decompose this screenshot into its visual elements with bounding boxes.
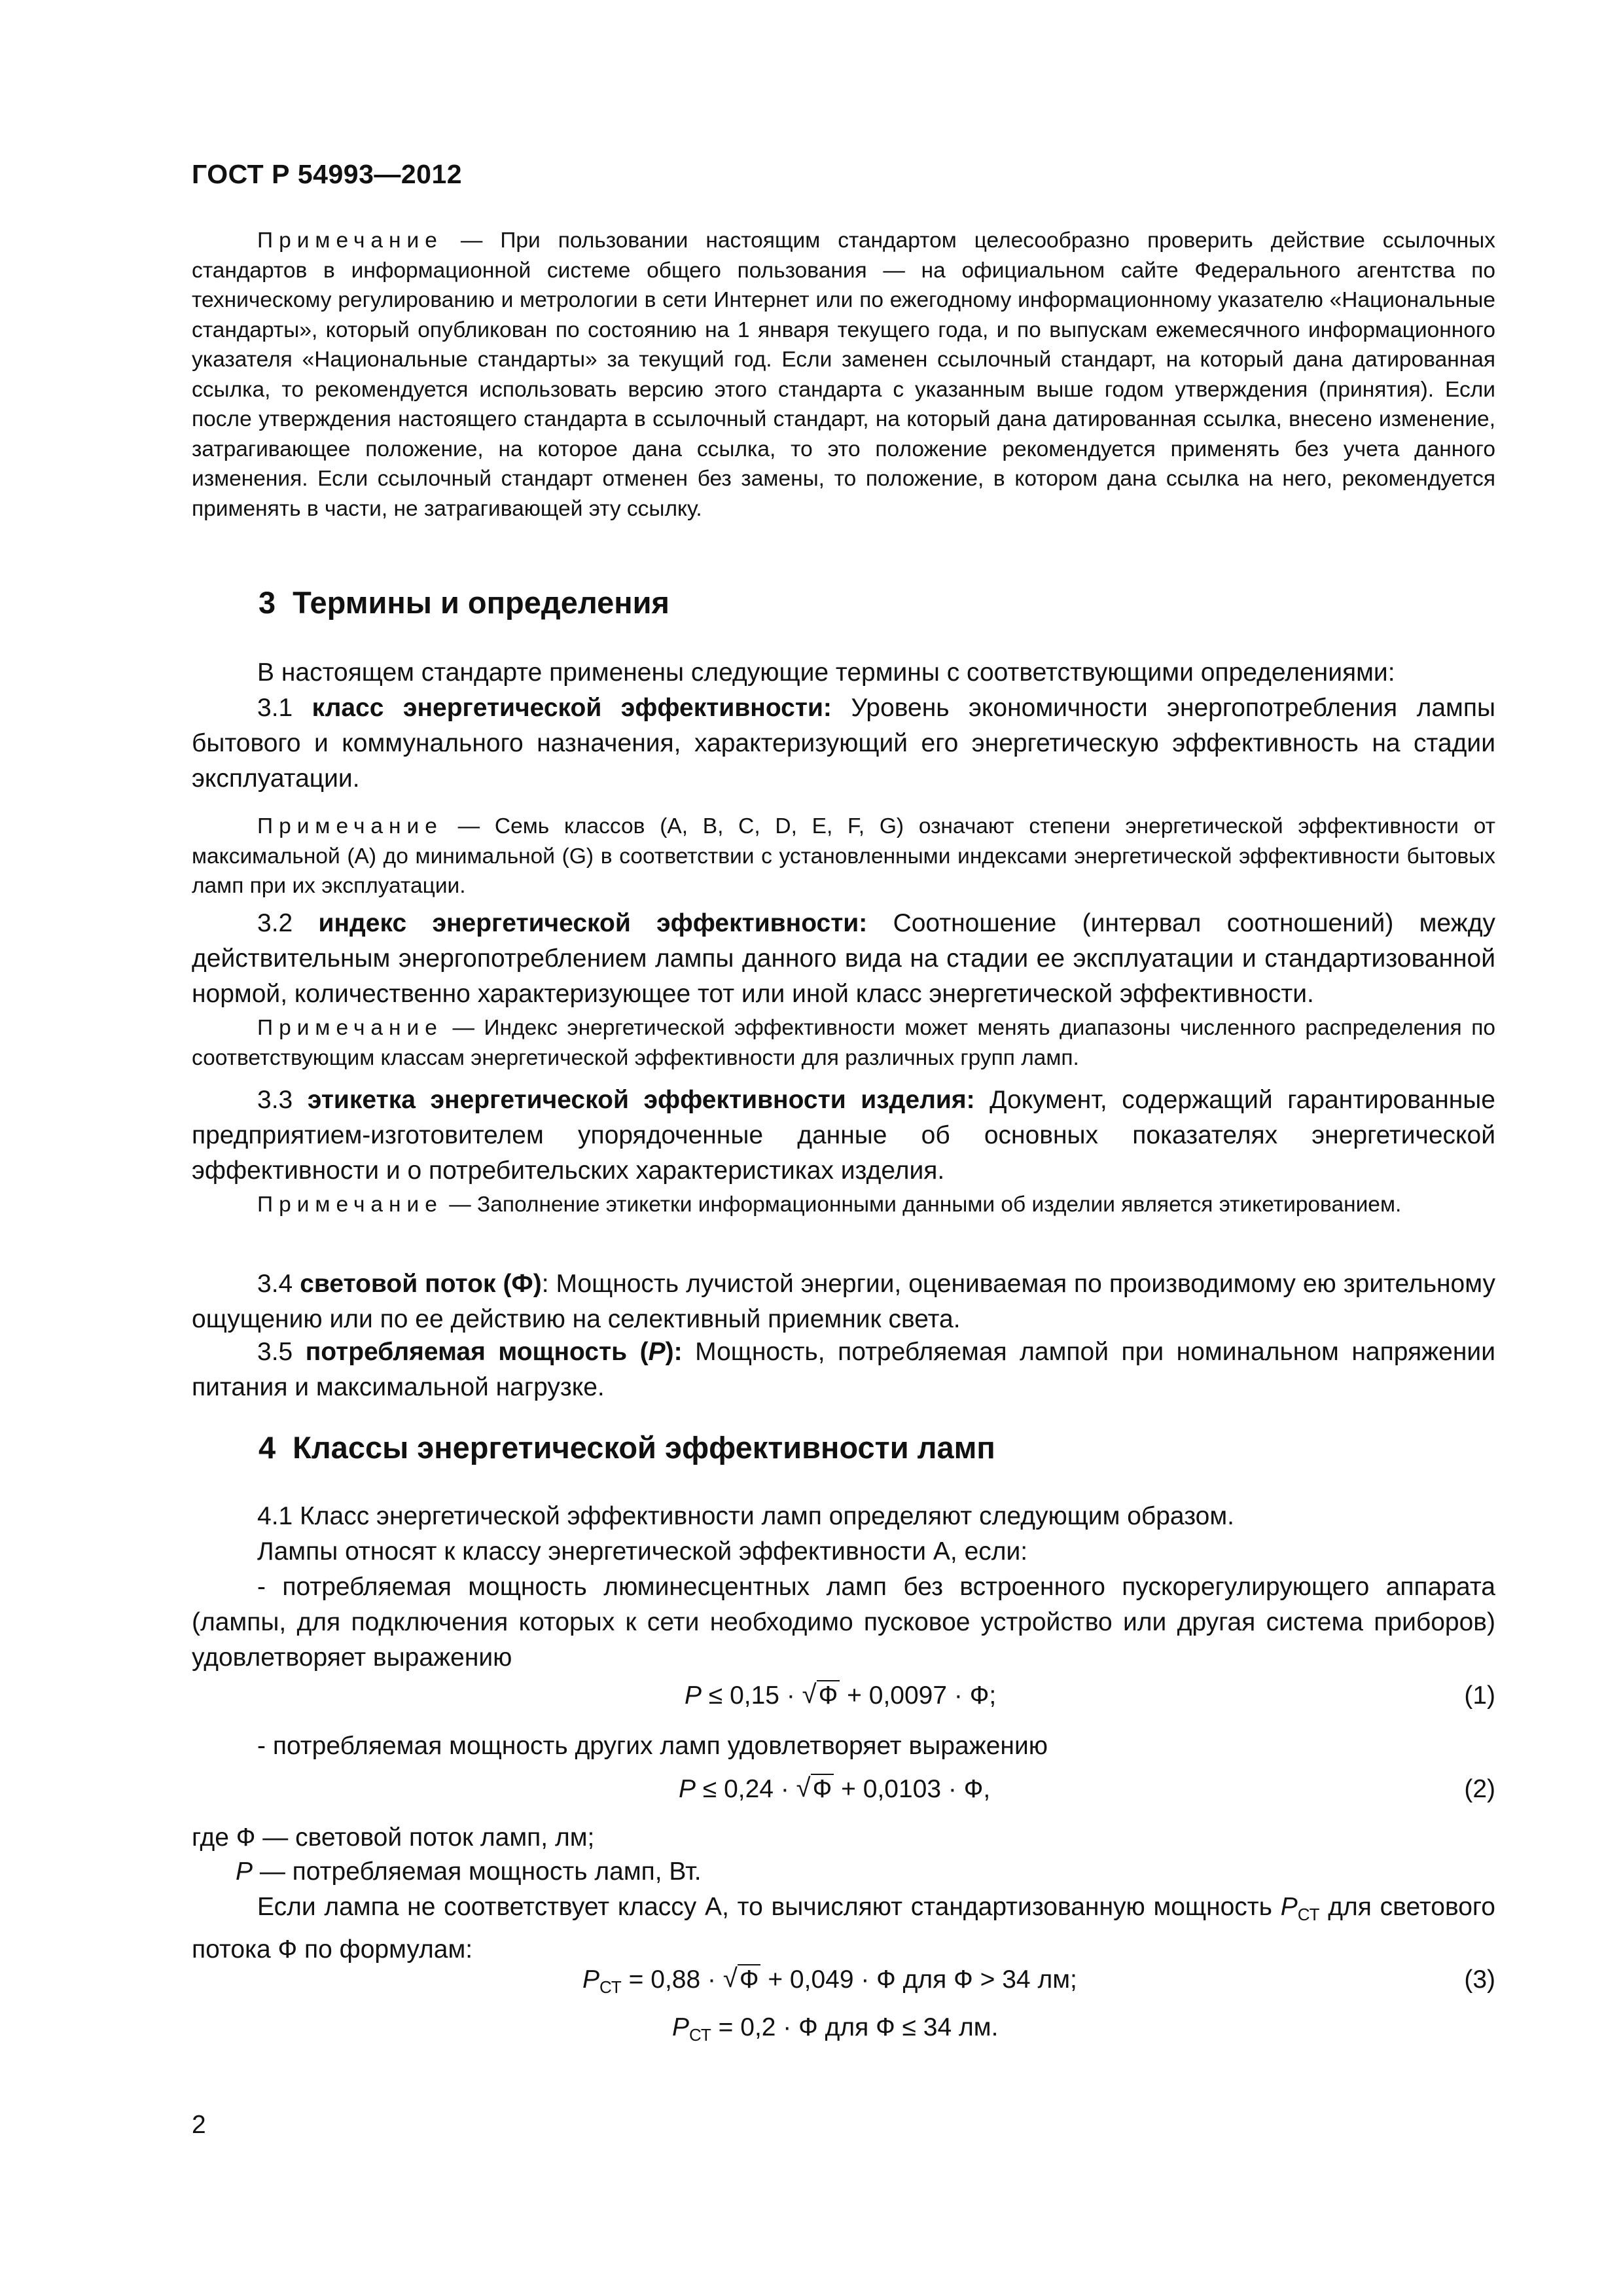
section-4-heading <box>259 1429 995 1465</box>
section-title: Классы энергетической эффективности ламп <box>293 1430 995 1465</box>
term-number: 3.2 <box>257 909 293 937</box>
para-text: Лампы относят к классу энергетической эффективности A, если: <box>257 1537 1028 1566</box>
section-3-intro <box>192 655 1495 691</box>
note-text: — При пользовании настоящим стандартом целесообразно проверить действие ссылочных стандартов в информационной системе общего пользования — на официальном сайте Федерального агентства по техническому регулированию и метрологии в сети Интернет или по ежегодному информационному указателю «Национальные стандарты», который опубликован по состоянию на 1 января текущего года, и по выпускам ежемесячного информационного указателя «Национальные стандарты» за текущий год. Если заменен ссылочный стандарт, на который дана датированная ссылка, то рекомендуется использовать версию этого стандарта с указанным выше годом утверждения (принятия). Если после утверждения настоящего стандарта в ссылочный стандарт, на который дана датированная ссылка, внесено изменение, затрагивающее положение, на которое дана ссылка, то это положение рекомендуется применять без учета данного изменения. Если ссылочный стандарт отменен без замены, то положение, в котором дана ссылка на него, рекомендуется применять в части, не затрагивающей эту ссылку. <box>192 228 1495 521</box>
section-3-heading <box>259 584 669 620</box>
formula-3: $P_{СТ} = 0,88$ · √ Ф + 0,049 · Ф для Ф > 34 лм; <box>582 1964 1077 1997</box>
note-3-2 <box>192 1013 1495 1073</box>
term-definition: Соотношение (интервал соотношений) между действительным энергопотреблением лампы данного вида на стадии ее эксплуатации и стандартизованной нормой, количественно характеризующее тот или иной класс энергетической эффективности. <box>192 909 1496 1008</box>
term-definition: : Мощность лучистой энергии, оцениваемая по производимому ею зрительному ощущению или по ее действию на селективный приемник света. <box>192 1270 1495 1333</box>
section-number: 3 <box>259 585 276 620</box>
term-number: 3.3 <box>257 1086 293 1114</box>
note-label: Примечание <box>257 1016 443 1040</box>
document-header: ГОСТ Р 54993—2012 <box>192 159 463 189</box>
para-text: 4.1 Класс энергетической эффективности ламп определяют следующим образом. <box>257 1502 1234 1530</box>
equation-number-2: (2) <box>1464 1775 1495 1803</box>
term-name: световой поток (Ф) <box>300 1270 542 1298</box>
note-text: — Заполнение этикетки информационными данными об изделии является этикетированием. <box>449 1193 1402 1217</box>
term-number: 3.1 <box>257 694 293 722</box>
term-definition: Уровень экономичности энергопотребления лампы бытового и коммунального назначения, характеризующий его энергетическую эффективность на стадии эксплуатации. <box>192 694 1495 793</box>
para-text: - потребляемая мощность других ламп удовлетворяет выражению <box>257 1732 1048 1760</box>
para-standard-power: Если лампа не соответствует классу A, то вычисляют стандартизованную мощность $P_{СТ}$ для светового потока Ф по формулам: <box>192 1893 1495 1964</box>
term-3-2 <box>192 906 1495 1012</box>
note-label: Примечание <box>257 814 443 838</box>
intro-text: В настоящем стандарте применены следующие термины с соответствующими определениями: <box>257 658 1395 687</box>
page-number: 2 <box>192 2111 206 2139</box>
term-3-3 <box>192 1083 1495 1189</box>
note-3-3 <box>192 1190 1495 1220</box>
note-label: Примечание <box>257 1193 443 1217</box>
note-references <box>192 226 1495 524</box>
term-name: этикетка энергетической эффективности изделия: <box>307 1086 975 1114</box>
sqrt-symbol: √ Ф <box>802 1681 840 1710</box>
term-name: класс энергетической эффективности: <box>312 694 832 722</box>
formula-1: P ≤ 0,15 · √ Ф + 0,0097 · Ф; <box>685 1680 997 1710</box>
term-name: потребляемая мощность (P): <box>305 1338 683 1366</box>
term-name: индекс энергетической эффективности: <box>318 909 868 937</box>
equation-number-1: (1) <box>1464 1681 1495 1710</box>
para-other-lamps <box>192 1729 1495 1764</box>
note-text: — Семь классов (A, B, C, D, E, F, G) означают степени энергетической эффективности от максимальной (A) до минимальной (G) в соответствии с установленными индексами энергетической эффективности бытовых ламп при их эксплуатации. <box>192 814 1495 898</box>
para-4-1 <box>192 1499 1495 1534</box>
sqrt-symbol: √ Ф <box>723 1965 761 1994</box>
sqrt-symbol: √ Ф <box>796 1775 834 1804</box>
term-number: 3.4 <box>257 1270 293 1298</box>
formula-2: P ≤ 0,24 · √ Ф + 0,0103 · Ф, <box>679 1774 991 1803</box>
term-definition: Документ, содержащий гарантированные предприятием-изготовителем упорядоченные данные об основных показателях энергетической эффективности и о потребительских характеристиках изделия. <box>192 1086 1495 1185</box>
note-text: — Индекс энергетической эффективности может менять диапазоны численного распределения по соответствующим классам энергетической эффективности для различных групп ламп. <box>192 1016 1495 1070</box>
where-clause-flux: где Ф — световой поток ламп, лм; <box>192 1823 595 1852</box>
section-number: 4 <box>259 1430 276 1465</box>
term-number: 3.5 <box>257 1338 293 1366</box>
where-clause-power: P — потребляемая мощность ламп, Вт. <box>236 1857 702 1886</box>
para-class-a <box>192 1534 1495 1570</box>
term-definition: Мощность, потребляемая лампой при номинальном напряжении питания и максимальной нагрузке. <box>192 1338 1495 1401</box>
para-fluorescent <box>192 1570 1495 1676</box>
term-3-5 <box>192 1335 1495 1405</box>
term-3-1 <box>192 691 1495 797</box>
section-title: Термины и определения <box>293 585 669 620</box>
equation-number-3: (3) <box>1464 1965 1495 1994</box>
note-label: Примечание <box>257 228 443 253</box>
para-text: - потребляемая мощность люминесцентных ламп без встроенного пускорегулирующего аппарата (лампы, для подключения которых к сети необходимо пусковое устройство или другая система приборов) удовлетворяет выражению <box>192 1573 1495 1672</box>
term-3-4 <box>192 1266 1495 1337</box>
formula-3-low: $P_{СТ} = 0,2 \cdot Ф$ для Ф ≤ 34 лм. <box>672 2013 999 2045</box>
note-3-1 <box>192 812 1495 901</box>
